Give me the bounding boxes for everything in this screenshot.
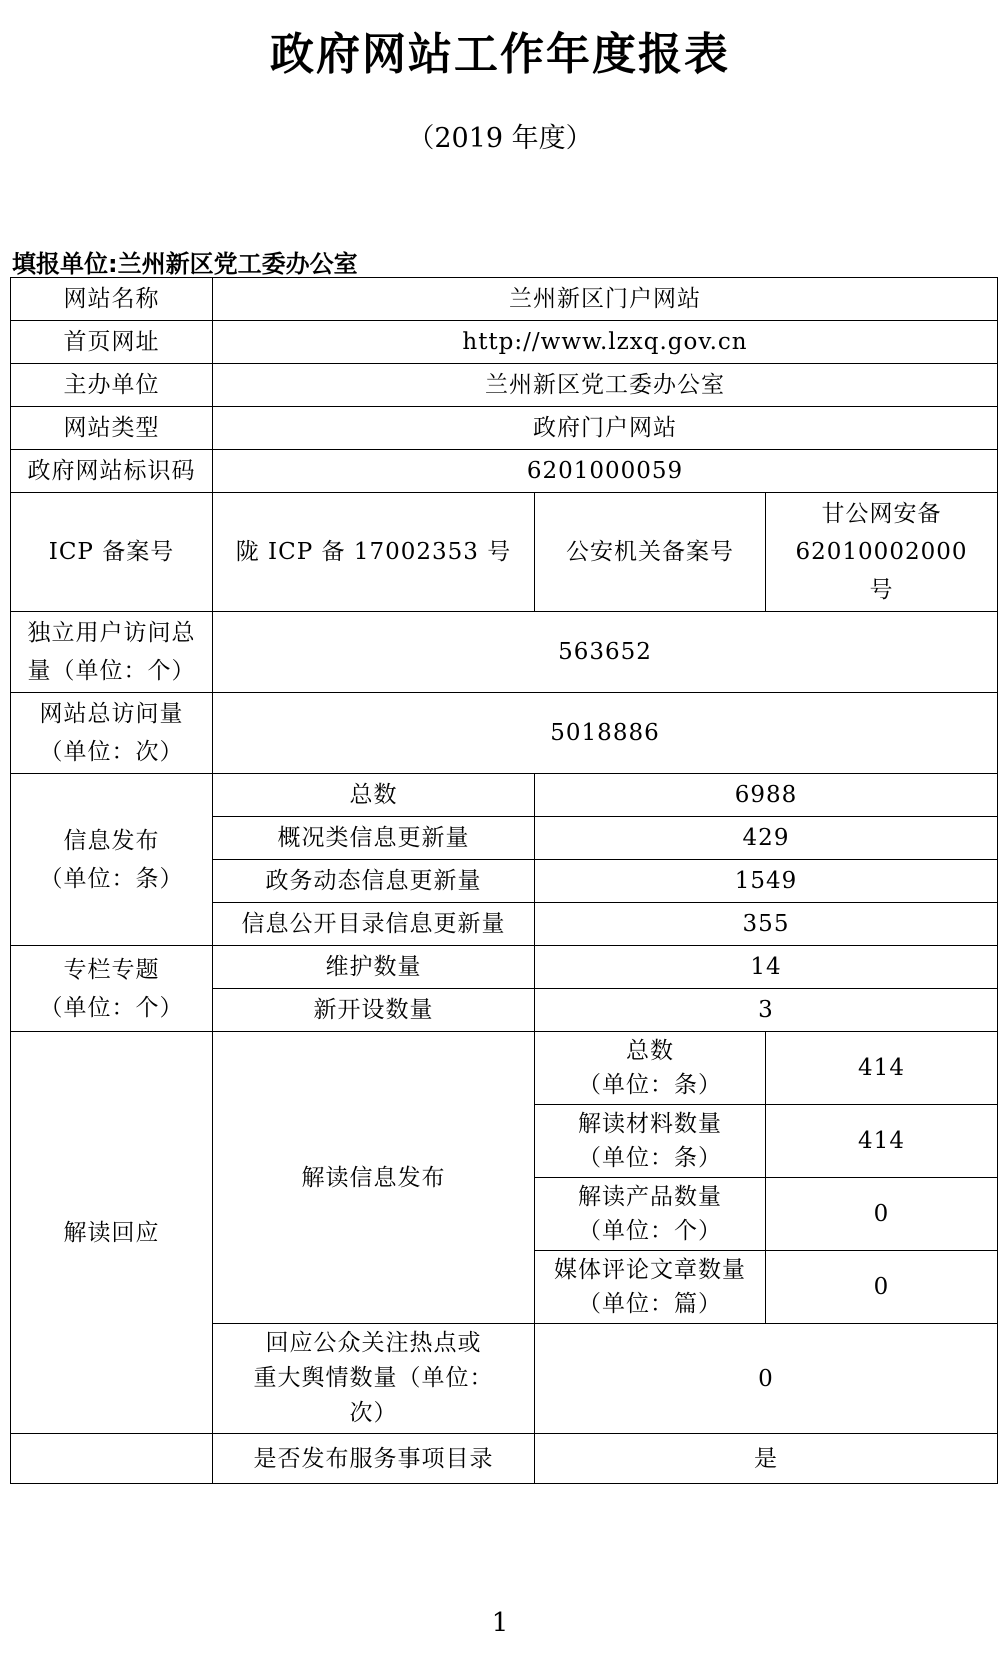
hotspot-value: 0	[535, 1324, 998, 1434]
police-value	[766, 493, 998, 612]
table-row	[11, 774, 998, 817]
interp-media-value: 0	[766, 1251, 998, 1324]
info-total-label: 总数	[213, 774, 535, 817]
report-year: （2019 年度）	[407, 123, 593, 154]
info-total-value: 6988	[535, 774, 998, 817]
interp-media-label	[535, 1251, 766, 1324]
empty-cell	[11, 1434, 213, 1484]
page-title: 政府网站工作年度报表	[270, 29, 730, 80]
service-value: 是	[535, 1434, 998, 1484]
homepage-label: 首页网址	[11, 321, 213, 364]
info-overview-label: 概况类信息更新量	[213, 817, 535, 860]
site-name-value: 兰州新区门户网站	[213, 278, 998, 321]
table-row	[11, 1434, 998, 1484]
label-line: 回应公众关注热点或	[265, 1330, 482, 1356]
homepage-value: http://www.lzxq.gov.cn	[213, 321, 998, 364]
label-line: 解读材料数量	[578, 1111, 722, 1137]
police-label: 公安机关备案号	[535, 493, 766, 612]
label-line: （单位：次）	[39, 739, 184, 765]
site-name-label: 网站名称	[11, 278, 213, 321]
table-row	[11, 612, 998, 693]
column-label	[11, 946, 213, 1032]
table-row	[11, 493, 998, 612]
uv-value: 563652	[213, 612, 998, 693]
label-line: （单位：条）	[39, 865, 184, 892]
label-line: 专栏专题	[63, 956, 160, 983]
label-line: 量（单位：个）	[27, 658, 196, 684]
label-line: 解读产品数量	[578, 1184, 722, 1210]
label-line: 网站总访问量	[39, 701, 184, 727]
interp-material-value: 414	[766, 1105, 998, 1178]
info-open-value: 355	[535, 903, 998, 946]
label-line: （单位：个）	[578, 1218, 722, 1244]
info-affairs-label: 政务动态信息更新量	[213, 860, 535, 903]
label-line: 独立用户访问总	[27, 620, 196, 646]
label-line: （单位：个）	[39, 994, 184, 1021]
site-code-value: 6201000059	[213, 450, 998, 493]
column-new-value: 3	[535, 989, 998, 1032]
label-line: （单位：条）	[578, 1072, 722, 1098]
label-line: 信息发布	[63, 827, 160, 854]
site-type-value: 政府门户网站	[213, 407, 998, 450]
interp-total-label	[535, 1032, 766, 1105]
interp-total-value: 414	[766, 1032, 998, 1105]
interp-product-label	[535, 1178, 766, 1251]
interp-material-label	[535, 1105, 766, 1178]
interp-label: 解读回应	[11, 1032, 213, 1434]
interp-product-value: 0	[766, 1178, 998, 1251]
label-line: （单位：篇）	[578, 1291, 722, 1317]
pv-value: 5018886	[213, 693, 998, 774]
table-row	[11, 1032, 998, 1105]
uv-label	[11, 612, 213, 693]
table-row	[11, 407, 998, 450]
table-row	[11, 946, 998, 989]
page-number: 1	[491, 1608, 509, 1638]
interp-release-label: 解读信息发布	[213, 1032, 535, 1324]
label-line: 次）	[349, 1400, 398, 1426]
label-line: 媒体评论文章数量	[554, 1257, 746, 1283]
table-row	[11, 450, 998, 493]
icp-label: ICP 备案号	[11, 493, 213, 612]
report-table	[10, 277, 998, 1484]
sponsor-value: 兰州新区党工委办公室	[213, 364, 998, 407]
table-row	[11, 321, 998, 364]
service-label: 是否发布服务事项目录	[213, 1434, 535, 1484]
label-line: （单位：条）	[578, 1145, 722, 1171]
table-row	[11, 364, 998, 407]
filling-unit: 填报单位:兰州新区党工委办公室	[12, 250, 358, 278]
police-value-line: 62010002000	[795, 539, 968, 565]
table-row	[11, 693, 998, 774]
info-overview-value: 429	[535, 817, 998, 860]
label-line: 总数	[626, 1038, 674, 1064]
sponsor-label: 主办单位	[11, 364, 213, 407]
police-value-line: 号	[869, 577, 894, 603]
icp-value: 陇 ICP 备 17002353 号	[213, 493, 535, 612]
site-type-label: 网站类型	[11, 407, 213, 450]
site-code-label: 政府网站标识码	[11, 450, 213, 493]
info-affairs-value: 1549	[535, 860, 998, 903]
police-value-line: 甘公网安备	[821, 501, 942, 527]
column-maintain-label: 维护数量	[213, 946, 535, 989]
table-row	[11, 278, 998, 321]
info-open-label: 信息公开目录信息更新量	[213, 903, 535, 946]
info-label	[11, 774, 213, 946]
hotspot-label	[213, 1324, 535, 1434]
label-line: 重大舆情数量（单位：	[253, 1365, 494, 1391]
column-maintain-value: 14	[535, 946, 998, 989]
pv-label	[11, 693, 213, 774]
column-new-label: 新开设数量	[213, 989, 535, 1032]
